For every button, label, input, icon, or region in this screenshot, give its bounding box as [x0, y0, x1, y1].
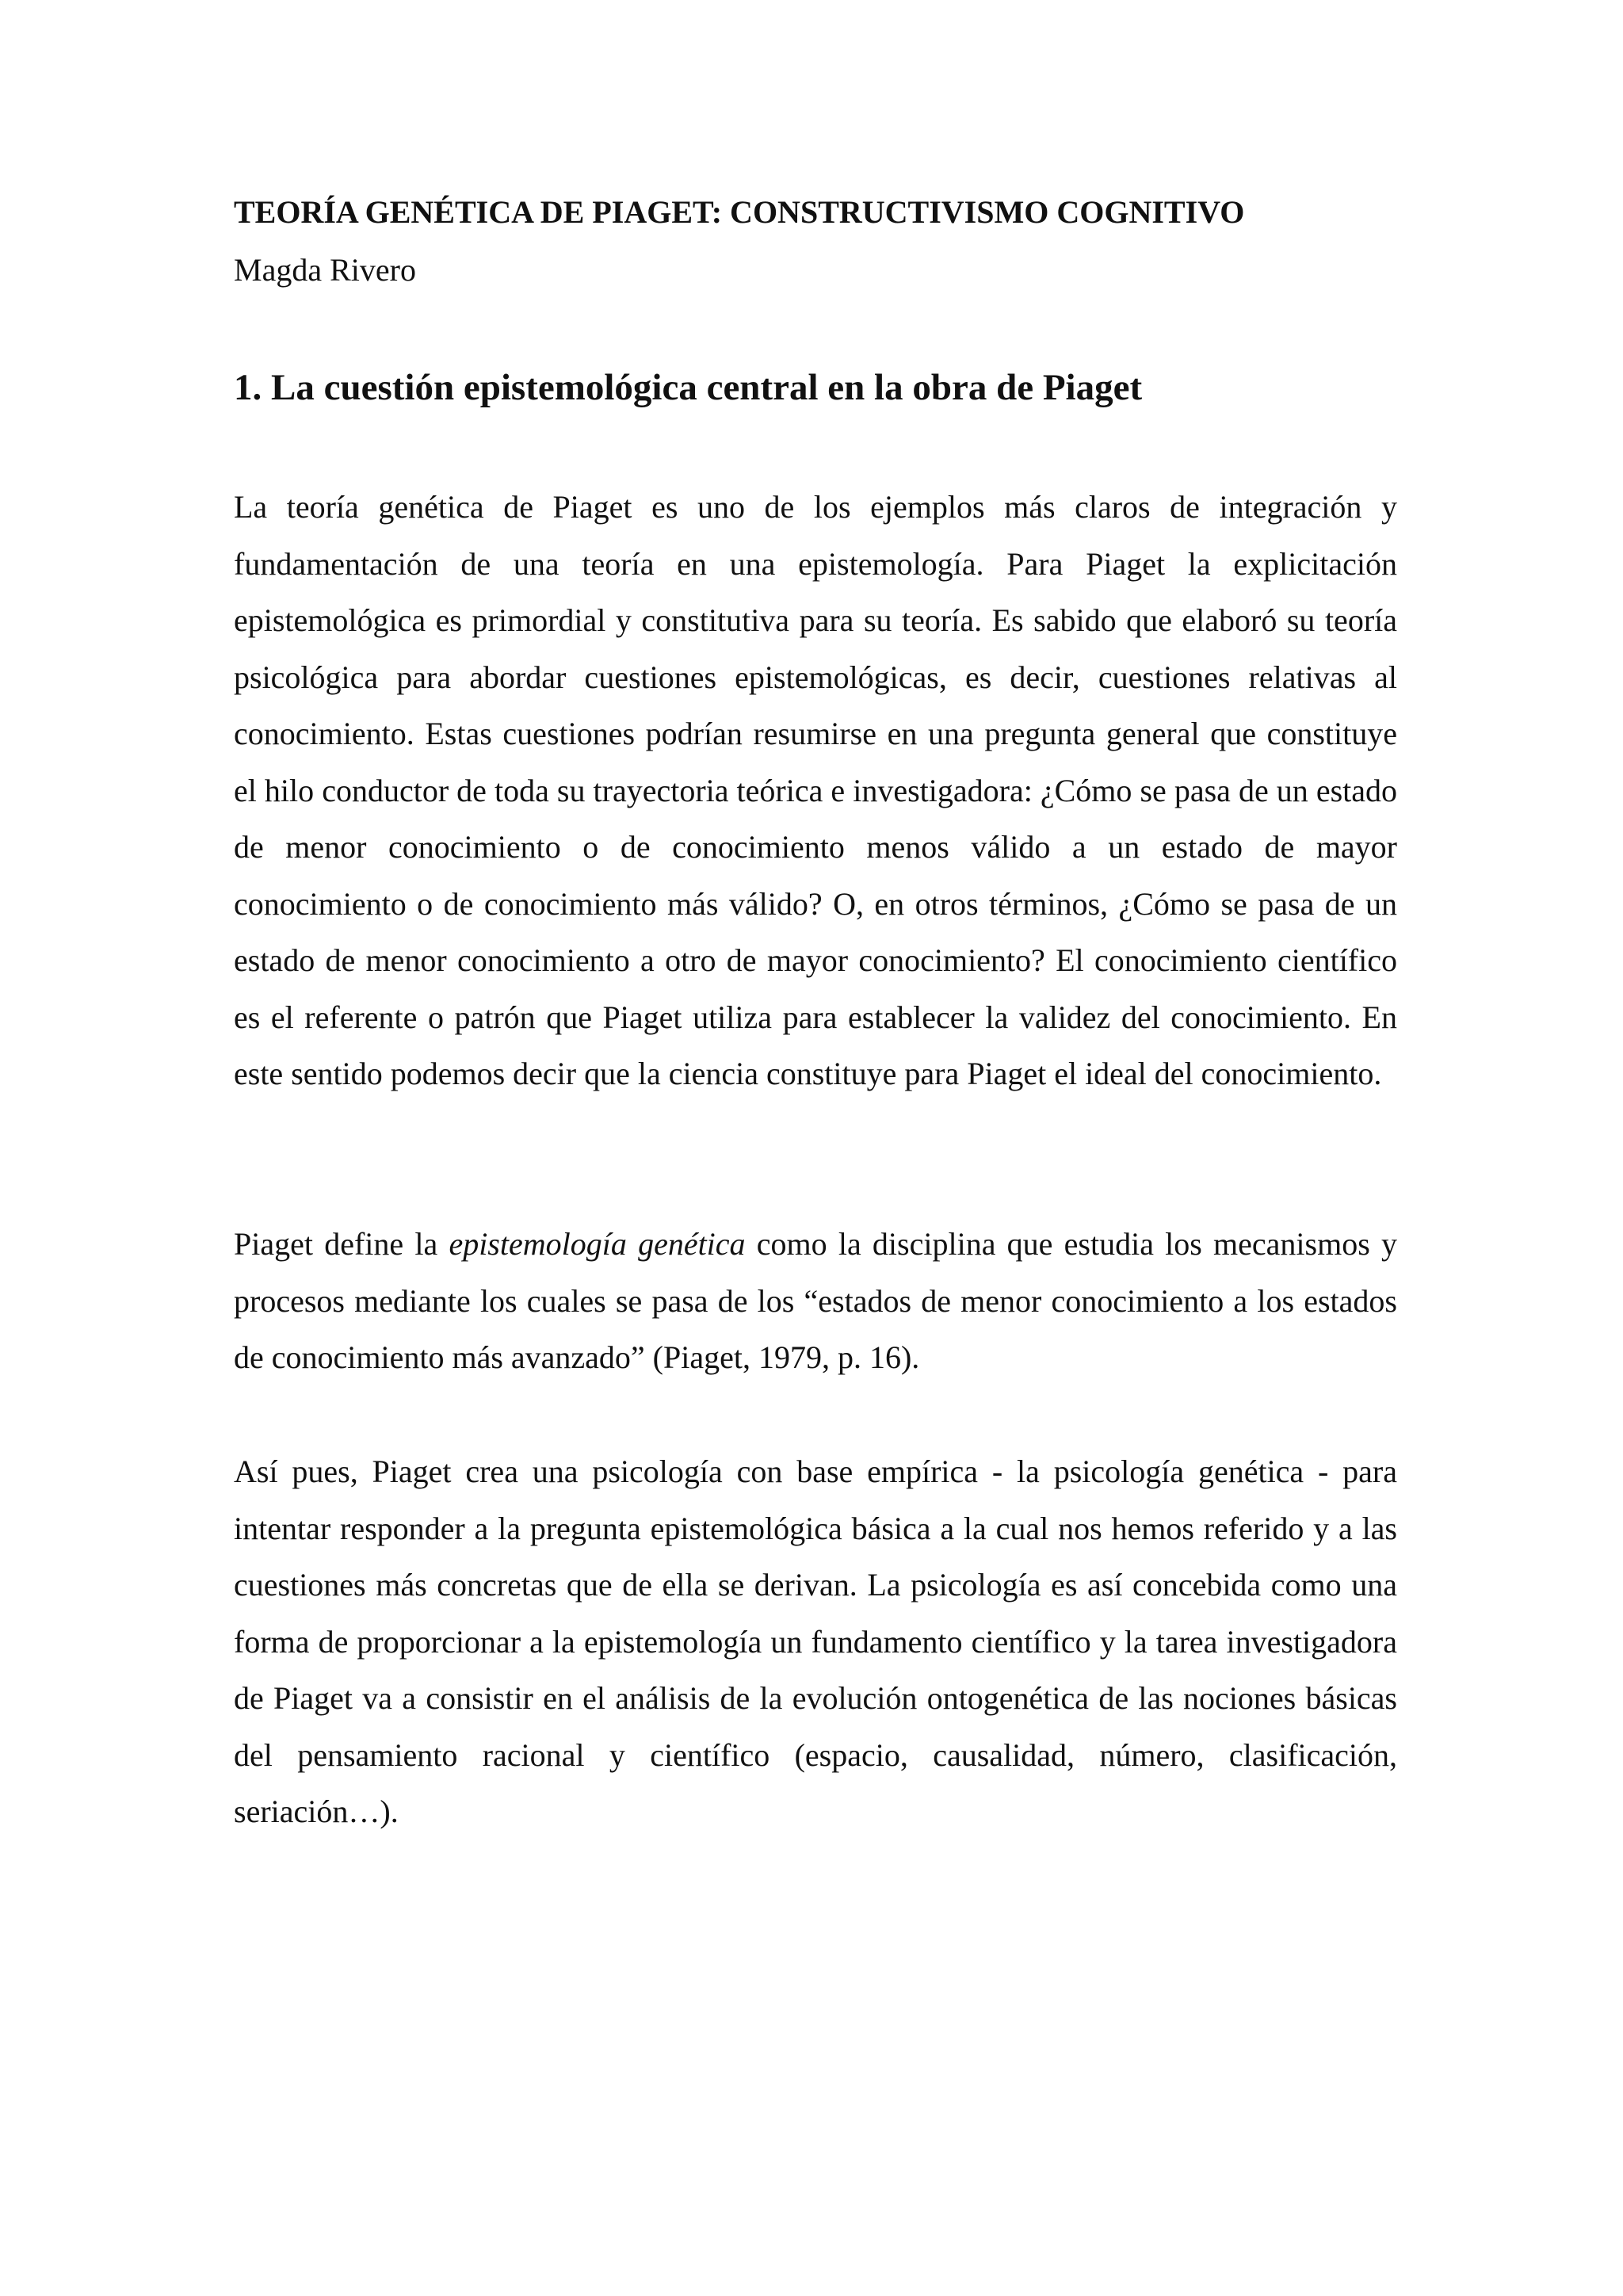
paragraph-2-after: como la disciplina que estudia los mecanismos y procesos mediante los cuales se pasa de los “estados de menor conocimiento a los estados de conocimiento más avanzado” (Piaget, 1979, p. 16).	[234, 1226, 1398, 1375]
paragraph-2	[234, 1216, 1397, 1386]
paragraph-2-before: Piaget define la	[234, 1226, 449, 1262]
section-heading: 1. La cuestión epistemológica central en la obra de Piaget	[234, 367, 1143, 408]
document-title: TEORÍA GENÉTICA DE PIAGET: CONSTRUCTIVISMO COGNITIVO	[234, 194, 1245, 230]
paragraph-2-emphasis: epistemología genética	[449, 1226, 746, 1262]
paragraph-3: Así pues, Piaget crea una psicología con base empírica - la psicología genética - para intentar responder a la pregunta epistemológica básica a la cual nos hemos referido y a las cuestiones más concretas que de ella se derivan. La psicología es así concebida como una forma de proporcionar a la epistemología un fundamento científico y la tarea investigadora de Piaget va a consistir en el análisis de la evolución ontogenética de las nociones básicas del pensamiento racional y científico (espacio, causalidad, número, clasificación, seriación…).	[234, 1454, 1397, 1829]
paragraph-1: La teoría genética de Piaget es uno de los ejemplos más claros de integración y fundamentación de una teoría en una epistemología. Para Piaget la explicitación epistemológica es primordial y constitutiva para su teoría. Es sabido que elaboró su teoría psicológica para abordar cuestiones epistemológicas, es decir, cuestiones relativas al conocimiento. Estas cuestiones podrían resumirse en una pregunta general que constituye el hilo conductor de toda su trayectoria teórica e investigadora: ¿Cómo se pasa de un estado de menor conocimiento o de conocimiento menos válido a un estado de mayor conocimiento o de conocimiento más válido? O, en otros términos, ¿Cómo se pasa de un estado de menor conocimiento a otro de mayor conocimiento? El conocimiento científico es el referente o patrón que Piaget utiliza para establecer la validez del conocimiento. En este sentido podemos decir que la ciencia constituye para Piaget el ideal del conocimiento.	[234, 489, 1397, 1091]
document-author: Magda Rivero	[234, 252, 416, 288]
